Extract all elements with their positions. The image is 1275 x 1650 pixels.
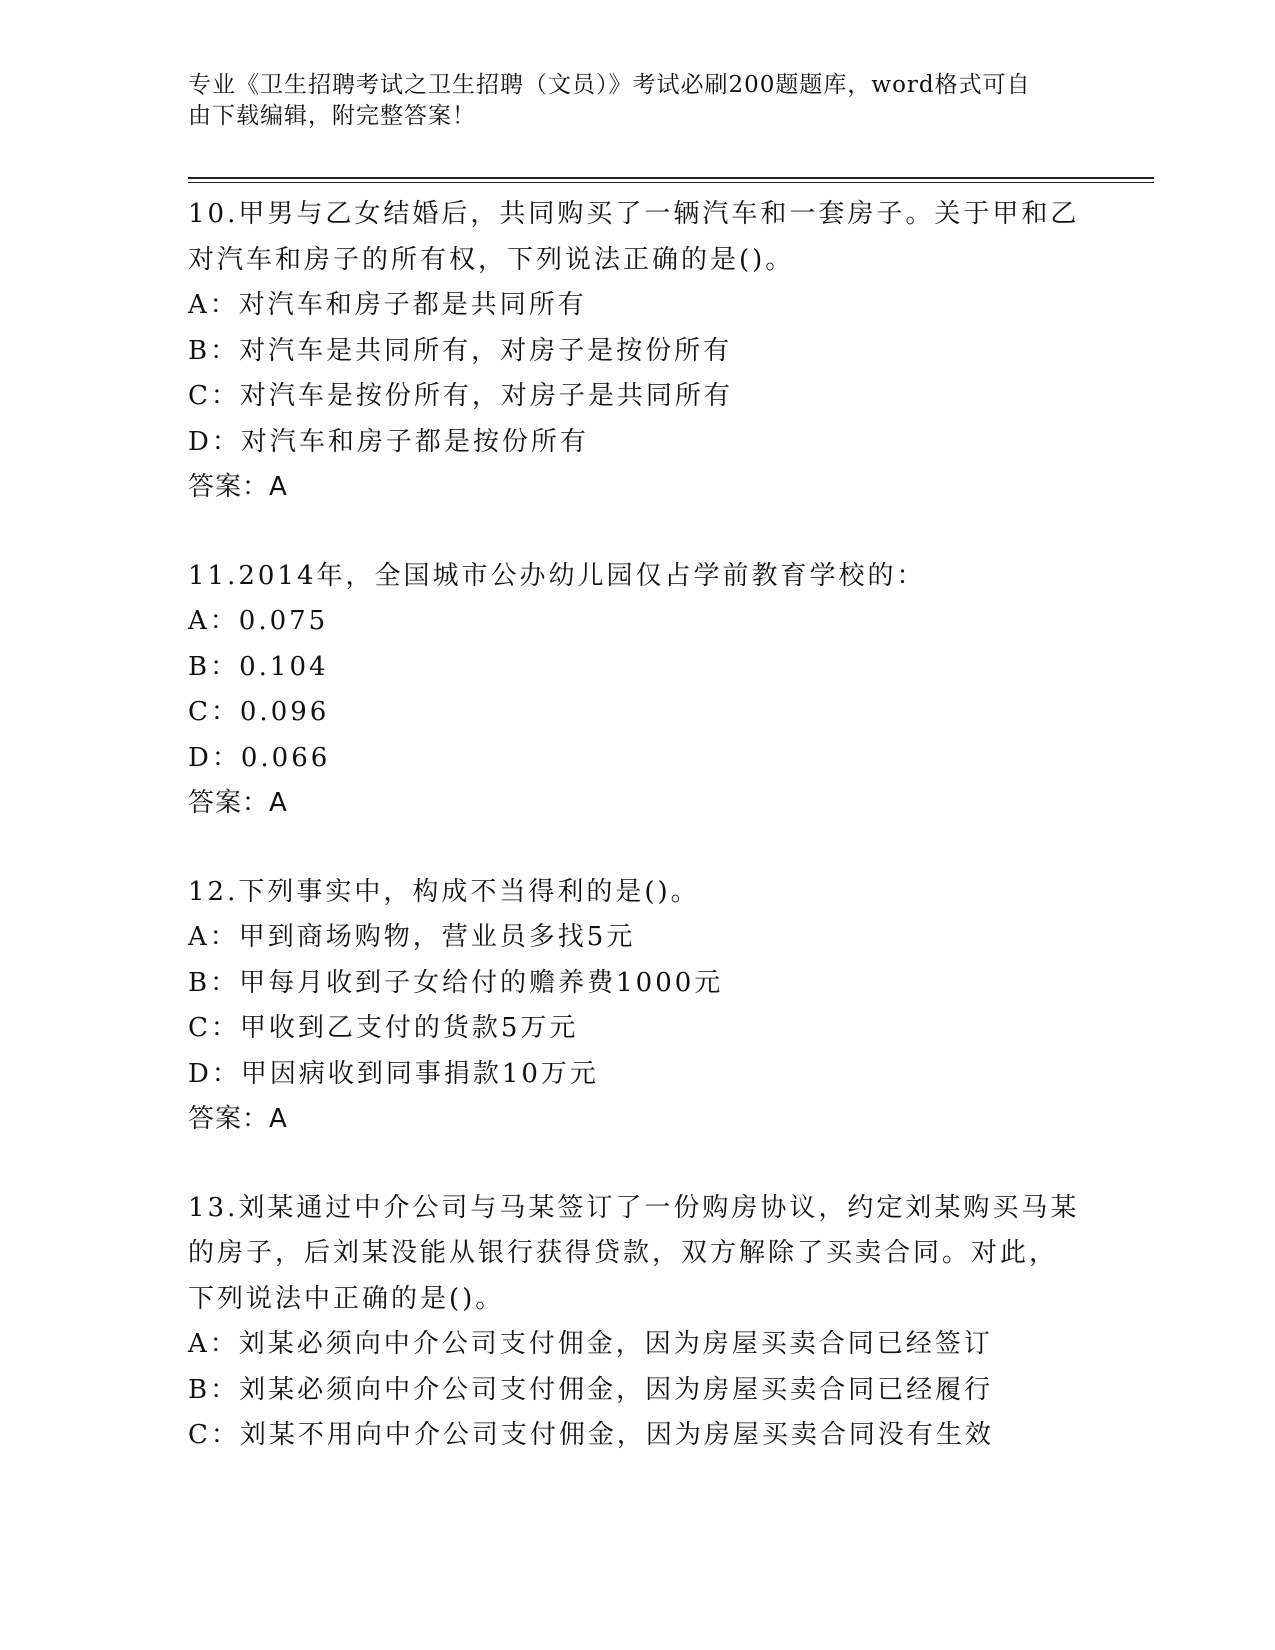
answer-line: 答案：A — [188, 472, 288, 502]
option-b: B：0.104 — [188, 651, 329, 682]
header-rule-thick — [188, 177, 1154, 179]
question-stem-line: 对汽车和房子的所有权，下列说法正确的是()。 — [188, 244, 795, 275]
answer-line: 答案：A — [188, 788, 288, 818]
option-b: B：对汽车是共同所有，对房子是按份所有 — [188, 335, 733, 366]
question-10 — [188, 192, 1088, 511]
option-a: A：甲到商场购物，营业员多找5元 — [188, 922, 636, 952]
option-b: B：刘某必须向中介公司支付佣金，因为房屋买卖合同已经履行 — [188, 1374, 994, 1405]
question-stem-line: 12.下列事实中，构成不当得利的是()。 — [188, 876, 700, 907]
option-a: A：刘某必须向中介公司支付佣金，因为房屋买卖合同已经签订 — [188, 1329, 993, 1359]
header-line-1: 专业《卫生招聘考试之卫生招聘（文员）》考试必刷200题题库，word格式可自 — [188, 72, 1031, 98]
question-stem-line: 的房子，后刘某没能从银行获得贷款，双方解除了买卖合同。对此， — [188, 1238, 1059, 1268]
document-header — [188, 70, 1068, 132]
question-list — [188, 192, 1088, 1502]
option-b: B：甲每月收到子女给付的赡养费1000元 — [188, 967, 724, 998]
question-stem-line: 11.2014年，全国城市公办幼儿园仅占学前教育学校的： — [188, 560, 926, 591]
question-11 — [188, 554, 1088, 827]
question-stem-line: 10.甲男与乙女结婚后，共同购买了一辆汽车和一套房子。关于甲和乙 — [188, 199, 1080, 229]
question-stem-line: 13.刘某通过中介公司与马某签订了一份购房协议，约定刘某购买马某 — [188, 1192, 1080, 1223]
option-c: C：刘某不用向中介公司支付佣金，因为房屋买卖合同没有生效 — [188, 1420, 994, 1450]
question-13 — [188, 1186, 1088, 1459]
option-c: C：对汽车是按份所有，对房子是共同所有 — [188, 381, 733, 411]
header-rule-thin — [188, 182, 1154, 183]
option-d: D：甲因病收到同事捐款10万元 — [188, 1058, 599, 1089]
option-a: A：对汽车和房子都是共同所有 — [188, 290, 587, 320]
answer-line: 答案：A — [188, 1104, 288, 1134]
option-d: D：0.066 — [188, 742, 331, 773]
option-a: A：0.075 — [188, 606, 329, 636]
question-12 — [188, 870, 1088, 1143]
option-c: C：甲收到乙支付的货款5万元 — [188, 1013, 579, 1043]
question-stem-line: 下列说法中正确的是()。 — [188, 1283, 505, 1314]
header-line-2: 由下载编辑，附完整答案！ — [188, 103, 476, 129]
option-c: C：0.096 — [188, 697, 330, 727]
option-d: D：对汽车和房子都是按份所有 — [188, 426, 589, 457]
